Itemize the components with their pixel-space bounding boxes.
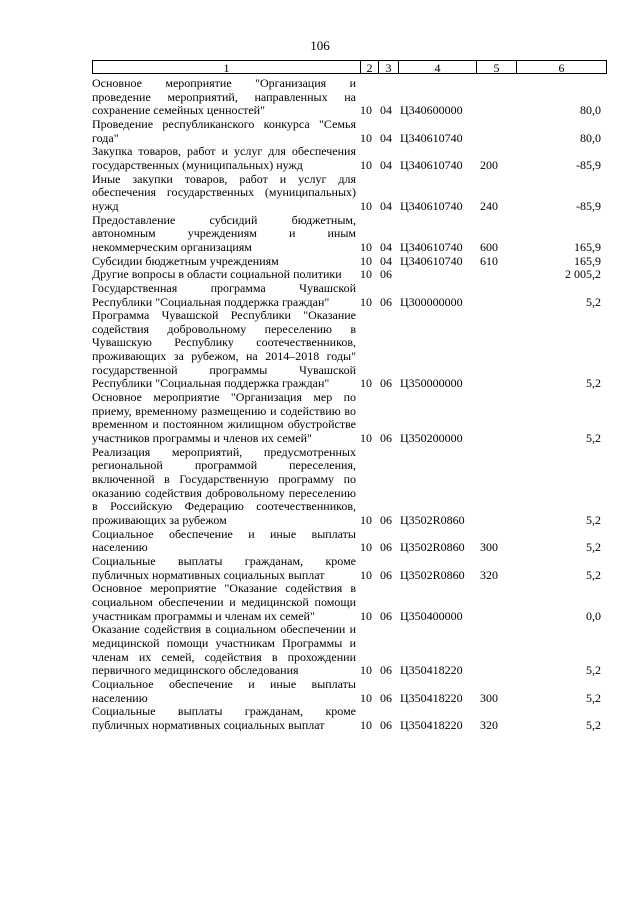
row-expense-type: 300 bbox=[480, 540, 498, 555]
row-amount: 165,9 bbox=[574, 253, 601, 268]
row-target-code: Ц350000000 bbox=[400, 376, 463, 391]
row-amount: 5,2 bbox=[586, 294, 601, 309]
row-subsection: 04 bbox=[380, 130, 392, 145]
table-row bbox=[92, 678, 607, 705]
table-row bbox=[92, 255, 607, 269]
column-header-1: 1 bbox=[93, 61, 361, 73]
row-section: 10 bbox=[360, 157, 372, 172]
row-target-code: Ц350400000 bbox=[400, 608, 463, 623]
row-amount: 0,0 bbox=[586, 608, 601, 623]
row-subsection: 06 bbox=[380, 513, 392, 527]
row-name: Социальные выплаты гражданам, кроме публичных нормативных социальных выплат bbox=[92, 553, 356, 582]
row-target-code: Ц340610740 bbox=[400, 198, 463, 213]
row-section: 10 bbox=[360, 267, 372, 282]
row-name: Оказание содействия в социальном обеспечении и медицинской помощи участникам Программы и членам их семей, содействия в прохождении первичного медицинского обследования bbox=[92, 622, 356, 678]
row-name: Закупка товаров, работ и услуг для обеспечения государственных (муниципальных) нужд bbox=[92, 144, 356, 172]
table-row bbox=[92, 77, 607, 118]
row-target-code: Ц350200000 bbox=[400, 431, 463, 446]
table-row bbox=[92, 555, 607, 582]
row-subsection: 04 bbox=[380, 239, 392, 254]
budget-table-body bbox=[92, 77, 607, 733]
row-subsection: 06 bbox=[380, 540, 392, 555]
row-subsection: 06 bbox=[380, 294, 392, 309]
row-name: Социальные выплаты гражданам, кроме публичных нормативных социальных выплат bbox=[92, 704, 356, 732]
row-section: 10 bbox=[360, 540, 372, 555]
row-amount: 5,2 bbox=[586, 431, 601, 446]
row-subsection: 06 bbox=[380, 267, 392, 282]
table-row bbox=[92, 309, 607, 391]
row-section: 10 bbox=[360, 198, 372, 213]
table-header bbox=[92, 60, 607, 74]
row-target-code: Ц350418220 bbox=[400, 690, 463, 705]
row-amount: 5,2 bbox=[586, 690, 601, 705]
row-target-code: Ц340600000 bbox=[400, 103, 463, 118]
row-name: Социальное обеспечение и иные выплаты населению bbox=[92, 676, 356, 705]
row-target-code: Ц340610740 bbox=[400, 130, 463, 145]
column-header-4: 4 bbox=[399, 61, 477, 73]
row-section: 10 bbox=[360, 608, 372, 623]
row-name: Программа Чувашской Республики "Оказание содействия добровольному переселению в Чувашскую Республику соотечественников, проживающих за рубежом, на 2014–2018 годы" государственной программы Чувашской Республики "Социальная поддержка граждан" bbox=[92, 308, 356, 391]
row-section: 10 bbox=[360, 431, 372, 446]
table-row bbox=[92, 623, 607, 678]
row-amount: 5,2 bbox=[586, 376, 601, 391]
table-row bbox=[92, 214, 607, 255]
row-name: Основное мероприятие "Оказание содействия в социальном обеспечении и медицинской помощи участникам программы и членам их семей" bbox=[92, 581, 356, 623]
table-row bbox=[92, 268, 607, 282]
row-section: 10 bbox=[360, 690, 372, 705]
row-expense-type: 320 bbox=[480, 567, 498, 582]
row-name: Другие вопросы в области социальной политики bbox=[92, 267, 342, 282]
table-row bbox=[92, 145, 607, 172]
row-name: Реализация мероприятий, предусмотренных региональной программой переселения, включенной в Государственную программу по оказанию содействия добровольному переселению в Российскую Федерацию соотечественников, проживающих за рубежом bbox=[92, 444, 356, 527]
page-number: 106 bbox=[310, 38, 330, 53]
row-target-code: Ц3502R0860 bbox=[400, 540, 465, 555]
row-name: Предоставление субсидий бюджетным, автономным учреждениям и иным некоммерческим организациям bbox=[92, 212, 356, 254]
row-amount: 80,0 bbox=[580, 103, 601, 118]
row-name: Социальное обеспечение и иные выплаты населению bbox=[92, 526, 356, 555]
row-section: 10 bbox=[360, 239, 372, 254]
row-section: 10 bbox=[360, 103, 372, 118]
row-section: 10 bbox=[360, 717, 372, 732]
row-expense-type: 240 bbox=[480, 198, 498, 213]
row-amount: 5,2 bbox=[586, 513, 601, 527]
row-expense-type: 600 bbox=[480, 239, 498, 254]
table-row bbox=[92, 446, 607, 528]
row-section: 10 bbox=[360, 376, 372, 391]
row-target-code: Ц350418220 bbox=[400, 663, 463, 678]
row-amount: 5,2 bbox=[586, 663, 601, 678]
table-row bbox=[92, 173, 607, 214]
row-amount: 5,2 bbox=[586, 567, 601, 582]
row-target-code: Ц3502R0860 bbox=[400, 567, 465, 582]
table-row bbox=[92, 705, 607, 732]
column-header-3: 3 bbox=[379, 61, 399, 73]
row-subsection: 04 bbox=[380, 103, 392, 118]
column-header-5: 5 bbox=[477, 61, 517, 73]
row-target-code: Ц340610740 bbox=[400, 253, 463, 268]
row-name: Проведение республиканского конкурса "Семья года" bbox=[92, 116, 356, 145]
row-subsection: 06 bbox=[380, 663, 392, 678]
table-row bbox=[92, 582, 607, 623]
row-subsection: 04 bbox=[380, 157, 392, 172]
row-section: 10 bbox=[360, 513, 372, 527]
row-expense-type: 300 bbox=[480, 690, 498, 705]
row-expense-type: 200 bbox=[480, 157, 498, 172]
row-subsection: 06 bbox=[380, 690, 392, 705]
column-header-6: 6 bbox=[558, 61, 565, 75]
row-subsection: 06 bbox=[380, 431, 392, 446]
row-subsection: 04 bbox=[380, 198, 392, 213]
row-subsection: 06 bbox=[380, 567, 392, 582]
row-name: Основное мероприятие "Организация и проведение мероприятий, направленных на сохранение семейных ценностей" bbox=[92, 76, 356, 118]
row-section: 10 bbox=[360, 130, 372, 145]
row-amount: 165,9 bbox=[574, 239, 601, 254]
table-row bbox=[92, 282, 607, 309]
row-section: 10 bbox=[360, 294, 372, 309]
row-section: 10 bbox=[360, 567, 372, 582]
row-section: 10 bbox=[360, 253, 372, 268]
row-amount: 5,2 bbox=[586, 540, 601, 555]
row-amount: 5,2 bbox=[586, 717, 601, 732]
row-section: 10 bbox=[360, 663, 372, 678]
row-amount: -85,9 bbox=[576, 157, 601, 172]
row-name: Основное мероприятие "Организация мер по приему, временному размещению и содействию во временном и постоянном жилищном обустройстве участников программы и членов их семей" bbox=[92, 390, 356, 446]
row-target-code: Ц340610740 bbox=[400, 157, 463, 172]
row-name: Государственная программа Чувашской Республики "Социальная поддержка граждан" bbox=[92, 280, 356, 309]
row-name: Иные закупки товаров, работ и услуг для обеспечения государственных (муниципальных) нужд bbox=[92, 171, 356, 213]
row-amount: -85,9 bbox=[576, 198, 601, 213]
table-row bbox=[92, 118, 607, 145]
table-row bbox=[92, 528, 607, 555]
row-target-code: Ц340610740 bbox=[400, 239, 463, 254]
row-target-code: Ц3502R0860 bbox=[400, 513, 465, 527]
row-expense-type: 610 bbox=[480, 253, 498, 268]
table-row bbox=[92, 391, 607, 446]
row-target-code: Ц350418220 bbox=[400, 717, 463, 732]
row-subsection: 06 bbox=[380, 376, 392, 391]
row-subsection: 06 bbox=[380, 608, 392, 623]
row-amount: 80,0 bbox=[580, 130, 601, 145]
row-subsection: 06 bbox=[380, 717, 392, 732]
row-name: Субсидии бюджетным учреждениям bbox=[92, 253, 279, 268]
row-amount: 2 005,2 bbox=[565, 267, 601, 282]
column-header-2: 2 bbox=[361, 61, 379, 73]
row-expense-type: 320 bbox=[480, 717, 498, 732]
row-subsection: 04 bbox=[380, 253, 392, 268]
row-target-code: Ц300000000 bbox=[400, 294, 463, 309]
